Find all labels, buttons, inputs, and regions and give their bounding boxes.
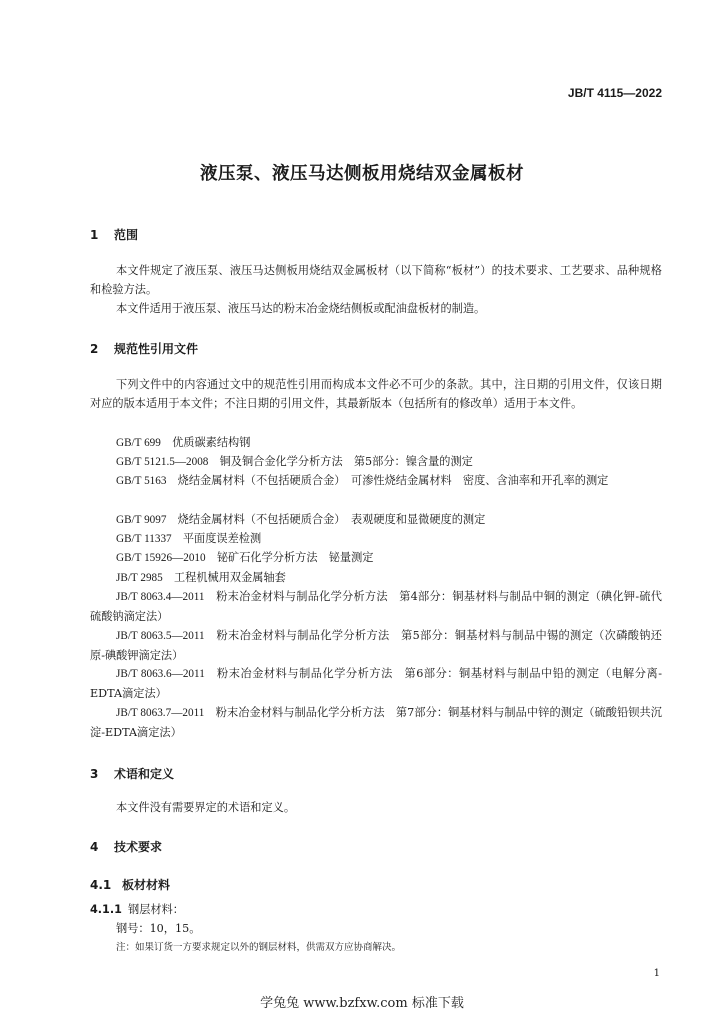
- standard-code: JB/T 4115—2022: [567, 86, 662, 100]
- reference-item: [90, 471, 662, 491]
- section-title: 技术要求: [114, 840, 163, 854]
- section-title: 术语和定义: [114, 767, 175, 781]
- section-2-intro: 下列文件中的内容通过文中的规范性引用而构成本文件必不可少的条款。其中，注日期的引用文件，仅该日期对应的版本适用于本文件；不注日期的引用文件，其最新版本（包括所有的修改单）适用于本文件。: [90, 378, 662, 410]
- section-3-paragraph: 本文件没有需要界定的术语和定义。: [116, 801, 296, 814]
- reference-title: 粉末冶金材料与制品化学分析方法 第4部分：铜基材料与制品中铜的测定（碘化钾-硫代硫酸钠滴定法）: [90, 590, 662, 623]
- reference-item: [90, 433, 662, 453]
- clause-text: 钢层材料：: [128, 903, 184, 916]
- reference-title: 烧结金属材料（不包括硬质合金） 可渗性烧结金属材料 密度、含油率和开孔率的测定: [177, 474, 609, 487]
- reference-item: [90, 529, 662, 549]
- clause-number: 4.1.1: [90, 903, 122, 916]
- section-number: 4.1: [90, 878, 112, 892]
- subsection-4-1-heading: [90, 876, 170, 893]
- section-number: 2: [90, 342, 99, 356]
- reference-item: [90, 703, 662, 742]
- section-3-heading: [90, 765, 174, 782]
- reference-title: 粉末冶金材料与制品化学分析方法 第6部分：铜基材料与制品中铅的测定（电解分离-EDTA滴定法）: [90, 667, 662, 700]
- reference-code: JB/T 2985: [116, 572, 163, 584]
- reference-item: [90, 587, 662, 626]
- section-1-heading: [90, 226, 138, 243]
- reference-code: GB/T 5163: [116, 475, 167, 487]
- subsection-4-1-1: [90, 900, 662, 919]
- section-2-heading: [90, 340, 198, 357]
- reference-code: JB/T 8063.7—2011: [116, 707, 205, 719]
- page-number: 1: [653, 968, 660, 979]
- reference-code: JB/T 8063.4—2011: [116, 591, 205, 603]
- section-1-paragraph-1: 本文件规定了液压泵、液压马达侧板用烧结双金属板材（以下简称“板材”）的技术要求、工艺要求、品种规格和检验方法。: [90, 264, 662, 296]
- section-title: 范围: [114, 228, 139, 242]
- reference-item: [90, 548, 662, 568]
- reference-code: GB/T 15926—2010: [116, 552, 206, 564]
- reference-title: 粉末冶金材料与制品化学分析方法 第5部分：铜基材料与制品中锡的测定（次磷酸钠还原-碘酸钾滴定法）: [90, 629, 662, 662]
- section-4-heading: [90, 838, 162, 855]
- reference-title: 铋矿石化学分析方法 铋量测定: [216, 551, 374, 564]
- reference-title: 粉末冶金材料与制品化学分析方法 第7部分：铜基材料与制品中锌的测定（硫酸铅钡共沉淀-EDTA滴定法）: [90, 706, 662, 739]
- reference-title: 平面度误差检测: [182, 532, 262, 545]
- reference-code: GB/T 11337: [116, 533, 172, 545]
- section-number: 3: [90, 767, 99, 781]
- reference-item: [90, 452, 662, 472]
- reference-code: GB/T 9097: [116, 514, 167, 526]
- reference-code: JB/T 8063.5—2011: [116, 630, 205, 642]
- section-title: 规范性引用文件: [114, 342, 199, 356]
- section-title: 板材材料: [122, 878, 171, 892]
- document-title: 液压泵、液压马达侧板用烧结双金属板材: [200, 164, 524, 184]
- reference-code: GB/T 699: [116, 437, 161, 449]
- reference-code: JB/T 8063.6—2011: [116, 668, 205, 680]
- reference-title: 工程机械用双金属轴套: [173, 571, 286, 584]
- reference-item: [90, 626, 662, 665]
- steel-grade-line: 钢号：10，15。: [116, 922, 201, 935]
- watermark-text: 学兔兔 www.bzfxw.com 标准下载: [260, 996, 464, 1011]
- section-1-paragraph-2: 本文件适用于液压泵、液压马达的粉末冶金烧结侧板或配油盘板材的制造。: [116, 302, 486, 315]
- reference-code: GB/T 5121.5—2008: [116, 456, 209, 468]
- reference-item: [90, 664, 662, 703]
- reference-item: [90, 510, 662, 530]
- section-number: 4: [90, 840, 99, 854]
- reference-title: 铜及铜合金化学分析方法 第5部分：镍含量的测定: [219, 455, 473, 468]
- reference-title: 烧结金属材料（不包括硬质合金） 表观硬度和显微硬度的测定: [177, 513, 486, 526]
- reference-item: [90, 568, 662, 588]
- note: 注：如果订货一方要求规定以外的钢层材料，供需双方应协商解决。: [116, 942, 402, 953]
- reference-title: 优质碳素结构钢: [172, 436, 251, 449]
- section-number: 1: [90, 228, 99, 242]
